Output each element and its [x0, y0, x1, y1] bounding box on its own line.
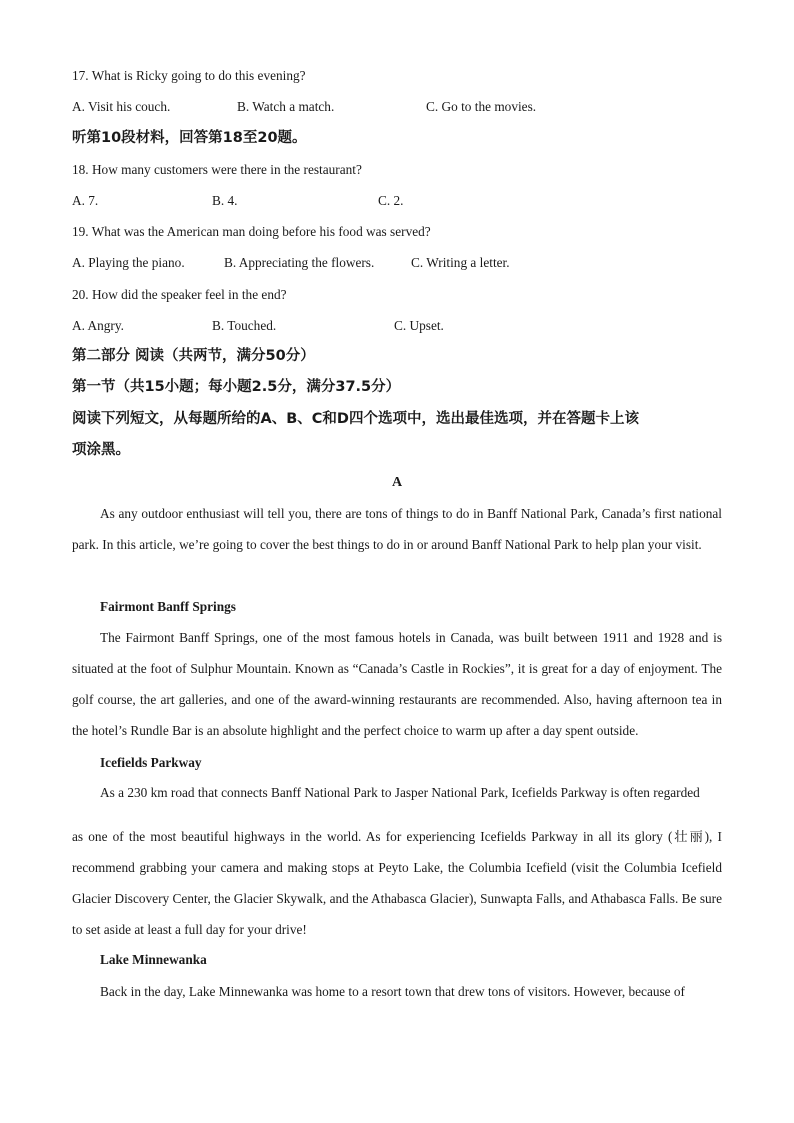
- icefields-first-line: As a 230 km road that connects Banff National Park to Jasper National Park, Icefields Parkway is often regarded: [100, 785, 700, 800]
- question-19: 19. What was the American man doing before his food was served?: [72, 224, 431, 239]
- q17-option-b: B. Watch a match.: [237, 99, 335, 114]
- intro-paragraph: As any outdoor enthusiast will tell you, there are tons of things to do in Banff National Park, Canada’s first national park. In this article, we’re going to cover the best things to do in or around Banff National Park to help plan your visit.: [72, 506, 722, 552]
- icefields-title: Icefields Parkway: [100, 755, 202, 770]
- q20-option-c: C. Upset.: [394, 318, 444, 333]
- fairmont-title: Fairmont Banff Springs: [100, 599, 236, 614]
- q19-option-c: C. Writing a letter.: [411, 255, 510, 270]
- q18-option-b: B. 4.: [212, 193, 238, 208]
- part2-section1-heading: 第一节（共15小题；每小题2.5分，满分37.5分）: [72, 379, 401, 395]
- q17-option-c: C. Go to the movies.: [426, 99, 537, 114]
- icefields-paragraph: as one of the most beautiful highways in the world. As for experiencing Icefields Parkway in all its glory (壮丽), I recommend grabbing your camera and making stops at Peyto Lake, the Columbia Icefield (visit the Columbia Icefield Glacier Discovery Center, the Glacier Skywalk, and the Athabasca Glacier), Sunwapta Falls, and Athabasca Falls. Be sure to set aside at least a full day for your drive!: [72, 829, 722, 937]
- q20-option-a: A. Angry.: [72, 318, 124, 333]
- q17-option-a: A. Visit his couch.: [72, 99, 171, 114]
- question-17: 17. What is Ricky going to do this evening?: [72, 68, 306, 83]
- minnewanka-paragraph: Back in the day, Lake Minnewanka was home to a resort town that drew tons of visitors. However, because of: [100, 984, 685, 999]
- instructions-line-1: 阅读下列短文，从每题所给的A、B、C和D四个选项中，选出最佳选项，并在答题卡上该: [72, 411, 639, 427]
- fairmont-paragraph: The Fairmont Banff Springs, one of the most famous hotels in Canada, was built between 1911 and 1928 and is situated at the foot of Sulphur Mountain. Known as “Canada’s Castle in Rockies”, it is great for a day of enjoyment. The golf course, the art galleries, and one of the award-winning restaurants are recommended. Also, having afternoon tea in the hotel’s Rundle Bar is an absolute highlight and the perfect choice to warm up after a day spent outside.: [72, 630, 722, 738]
- q18-option-a: A. 7.: [72, 193, 99, 208]
- q19-option-a: A. Playing the piano.: [72, 255, 185, 270]
- q18-option-c: C. 2.: [378, 193, 404, 208]
- question-20: 20. How did the speaker feel in the end?: [72, 287, 287, 302]
- minnewanka-title: Lake Minnewanka: [100, 952, 207, 967]
- part2-heading: 第二部分 阅读（共两节，满分50分）: [72, 348, 315, 364]
- instructions-line-2: 项涂黑。: [72, 442, 130, 458]
- q19-option-b: B. Appreciating the flowers.: [224, 255, 375, 270]
- passage-letter: A: [391, 475, 403, 490]
- question-18: 18. How many customers were there in the restaurant?: [72, 162, 362, 177]
- section10-heading: 听第10段材料，回答第18至20题。: [72, 130, 307, 146]
- q20-option-b: B. Touched.: [212, 318, 277, 333]
